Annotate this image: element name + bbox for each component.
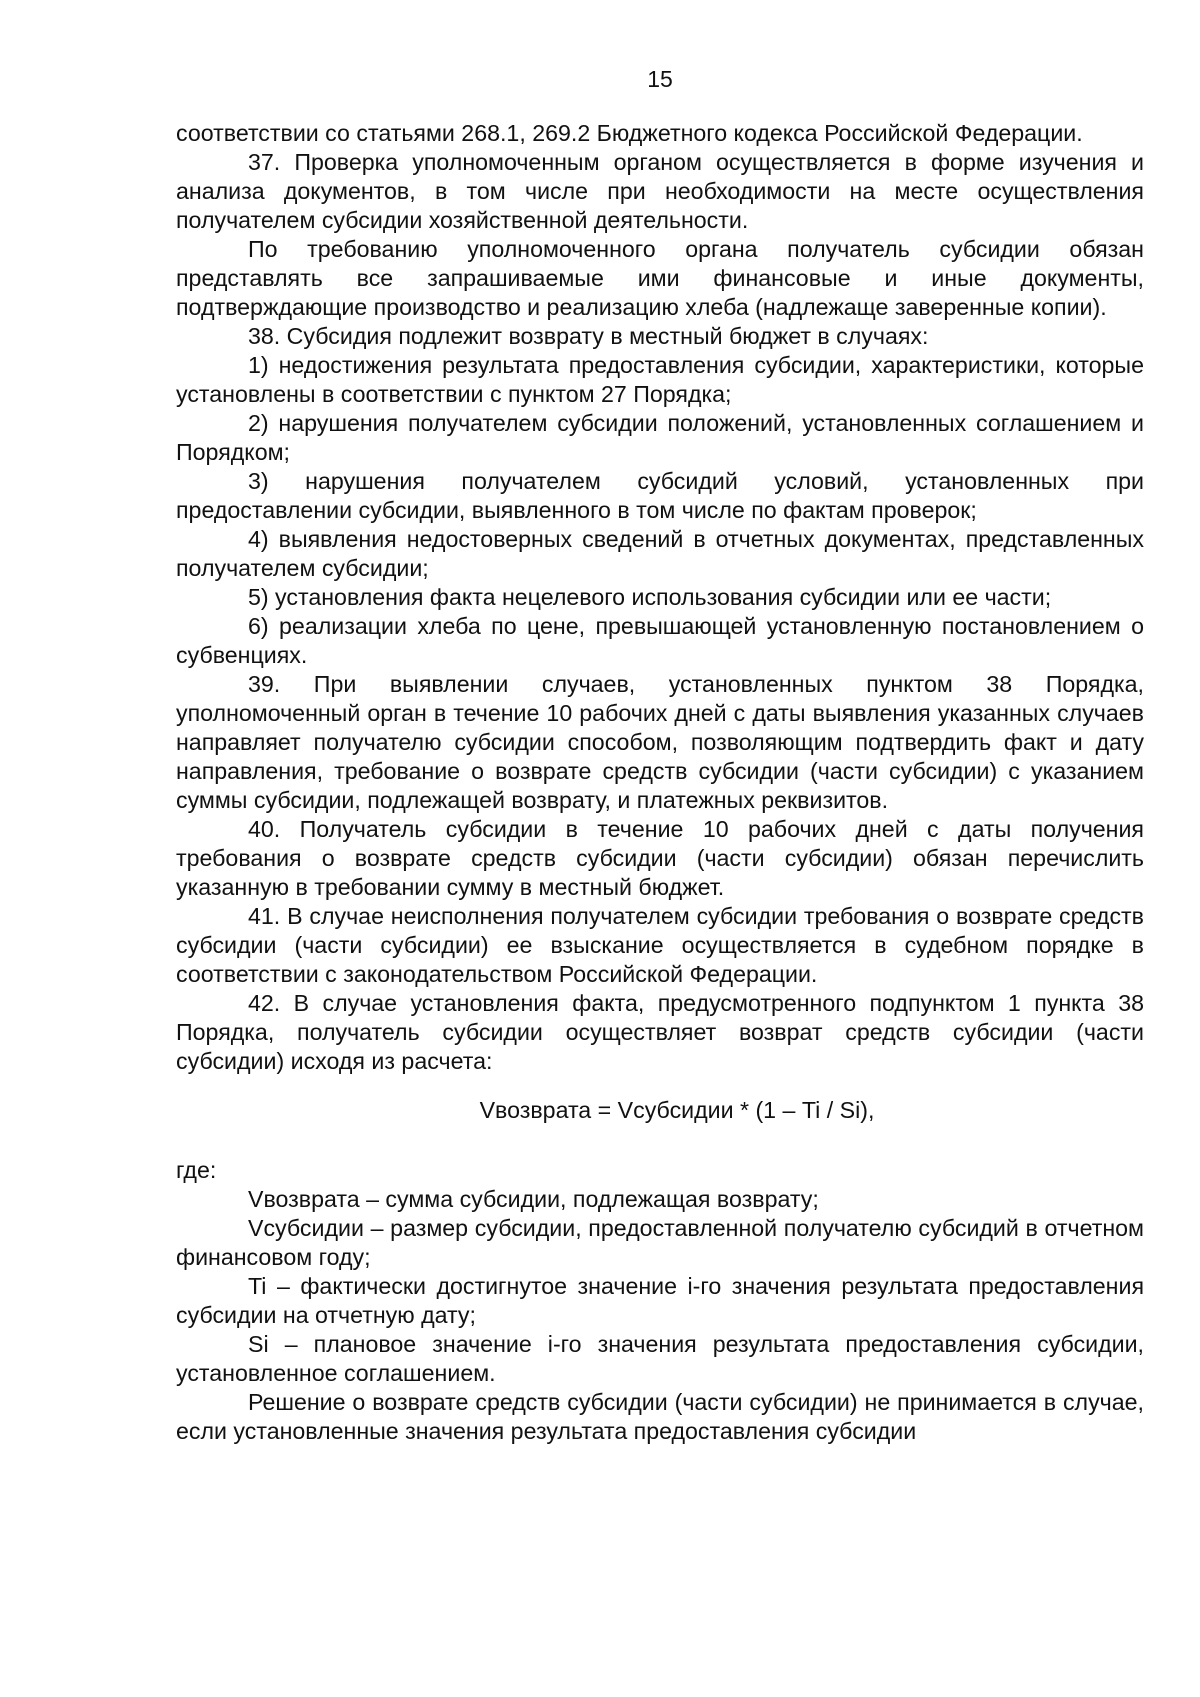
paragraph: Vсубсидии – размер субсидии, предоставленной получателю субсидий в отчетном финансовом году;	[176, 1215, 1144, 1270]
paragraph: Решение о возврате средств субсидии (части субсидии) не принимается в случае, если установленные значения результата предоставления субсидии	[176, 1389, 1144, 1444]
page-number: 15	[647, 66, 673, 92]
formula-spacer	[176, 1144, 1144, 1156]
paragraph: По требованию уполномоченного органа получатель субсидии обязан представлять все запрашиваемые ими финансовые и иные документы, подтверждающие производство и реализацию хлеба (надлежаще заверенные копии).	[176, 236, 1144, 320]
paragraph: 37. Проверка уполномоченным органом осуществляется в форме изучения и анализа документов, в том числе при необходимости на месте осуществления получателем субсидии хозяйственной деятельности.	[176, 149, 1144, 233]
paragraph: 39. При выявлении случаев, установленных пунктом 38 Порядка, уполномоченный орган в течение 10 рабочих дней с даты выявления указанных случаев направляет получателю субсидии способом, позволяющим подтвердить факт и дату направления, требование о возврате средств субсидии (части субсидии) с указанием суммы субсидии, подлежащей возврату, и платежных реквизитов.	[176, 671, 1144, 813]
paragraphs-before-formula	[176, 119, 1144, 1076]
paragraph: 3) нарушения получателем субсидий условий, установленных при предоставлении субсидии, выявленного в том числе по фактам проверок;	[176, 468, 1144, 523]
paragraph: где:	[176, 1157, 217, 1183]
paragraph: 1) недостижения результата предоставления субсидии, характеристики, которые установлены в соответствии с пунктом 27 Порядка;	[176, 352, 1144, 407]
paragraph: 6) реализации хлеба по цене, превышающей установленную постановлением о субвенциях.	[176, 613, 1144, 668]
paragraph: 42. В случае установления факта, предусмотренного подпунктом 1 пункта 38 Порядка, получатель субсидии осуществляет возврат средств субсидии (части субсидии) исходя из расчета:	[176, 990, 1144, 1074]
paragraph: 38. Субсидия подлежит возврату в местный бюджет в случаях:	[248, 323, 929, 349]
paragraph: соответствии со статьями 268.1, 269.2 Бюджетного кодекса Российской Федерации.	[176, 120, 1083, 146]
paragraph: 2) нарушения получателем субсидии положений, установленных соглашением и Порядком;	[176, 410, 1144, 465]
formula: Vвозврата = Vсубсидии * (1 – Ti / Si),	[479, 1097, 875, 1123]
paragraph: 5) установления факта нецелевого использования субсидии или ее части;	[248, 584, 1052, 610]
document-body	[176, 119, 1144, 1446]
paragraph: Si – плановое значение i-го значения результата предоставления субсидии, установленное соглашением.	[176, 1331, 1144, 1386]
paragraph: Ti – фактически достигнутое значение i-го значения результата предоставления субсидии на отчетную дату;	[176, 1273, 1144, 1328]
paragraph: 41. В случае неисполнения получателем субсидии требования о возврате средств субсидии (части субсидии) ее взыскание осуществляется в судебном порядке в соответствии с законодательством Российской Федерации.	[176, 903, 1144, 987]
paragraph: 40. Получатель субсидии в течение 10 рабочих дней с даты получения требования о возврате средств субсидии (части субсидии) обязан перечислить указанную в требовании сумму в местный бюджет.	[176, 816, 1144, 900]
paragraph: Vвозврата – сумма субсидии, подлежащая возврату;	[248, 1186, 819, 1212]
paragraph: 4) выявления недостоверных сведений в отчетных документах, представленных получателем субсидии;	[176, 526, 1144, 581]
paragraphs-after-formula	[176, 1156, 1144, 1446]
